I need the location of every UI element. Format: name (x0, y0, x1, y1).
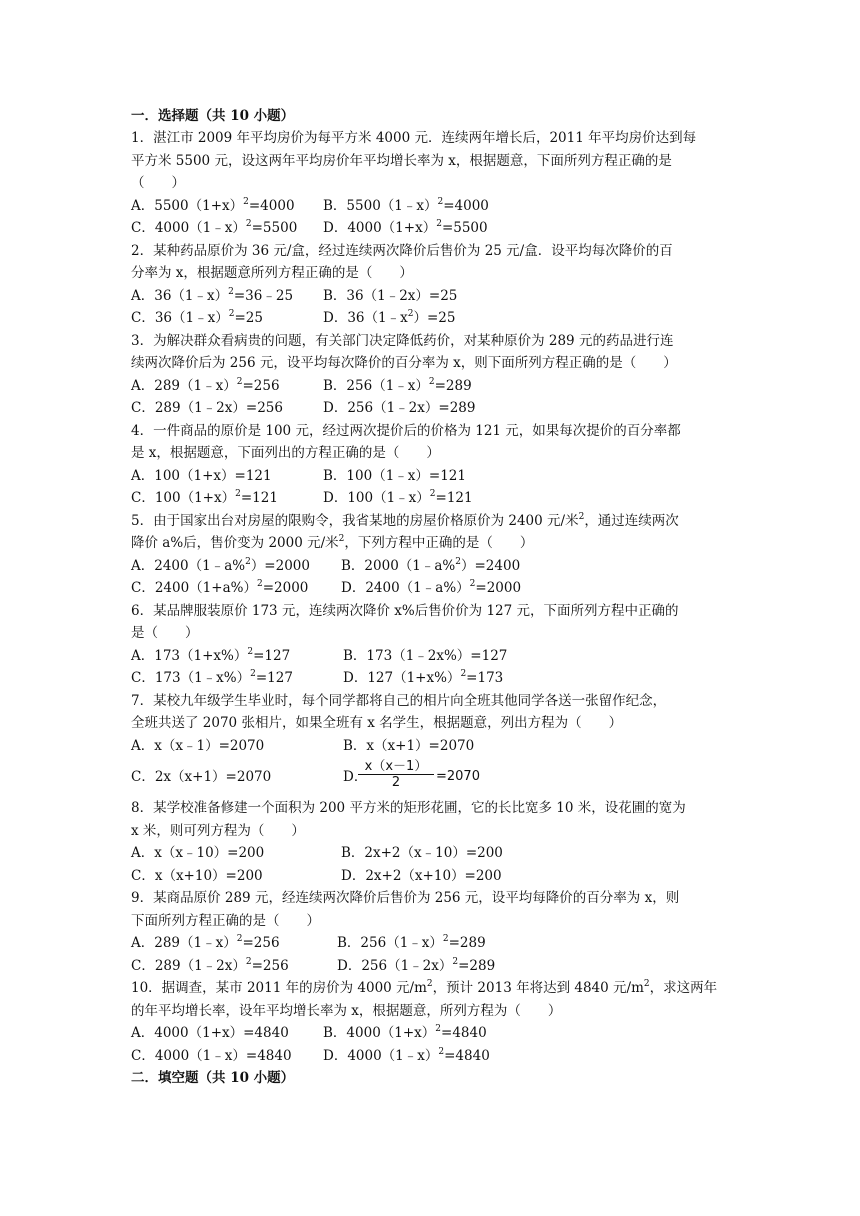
section-title-choice: 一．选择题（共 10 小题） (131, 108, 295, 124)
option-c: C．4000（1﹣x）$^2$=5500 (131, 219, 298, 236)
option-c: C．$2400(1+a\%)^2=2000$ (131, 579, 309, 596)
option-c: C．x（x+10）=200 (131, 867, 263, 884)
question-text-line: 下面所列方程正确的是（ ） (131, 912, 320, 929)
option-d: D．$4000(1+x)^2=5500$ (323, 219, 488, 236)
option-d: D．$127(1+x\%)^2=173$ (343, 669, 504, 686)
option-c: C．2x（x+1）=2070 (131, 769, 272, 785)
option-d: D．256（1﹣2x）=289 (323, 400, 476, 416)
option-d-fraction (358, 759, 480, 790)
fraction-numerator: x（x－1） (364, 759, 428, 774)
option-a: A．$5500(1+x)^2=4000$ (131, 196, 295, 214)
question-text-line: 3．为解决群众看病贵的问题，有关部门决定降低药价，对某种原价为 289 元的药品进行连 (131, 332, 674, 349)
option-b: B．173（1﹣2x%）=127 (343, 647, 508, 664)
question-text-line: 6．某品牌服装原价 173 元，连续两次降价 x%后售价价为 127 元，下面所列方程中正确的 (131, 602, 679, 619)
option-a: A．289（1﹣x）$^2$=256 (131, 376, 280, 394)
option-d: D．100（1﹣x）$^2$=121 (323, 489, 473, 506)
question-text-line: 是（ ） (131, 625, 199, 641)
fraction-denominator: 2 (391, 775, 401, 790)
option-b: B．2x+2（x﹣10）=200 (341, 845, 503, 861)
option-a: A．$173(1+x\%)^2=127$ (131, 646, 291, 664)
option-b: B．256（1﹣x）$^2$=289 (323, 376, 472, 394)
question-text-line: 5．由于国家出台对房屋的限购令，我省某地的房屋价格原价为 2400 元/米$^2$，通过连续两次 (131, 511, 679, 529)
option-a: A．289（1﹣x）$^2$=256 (131, 934, 280, 951)
question-text-line: 是 x，根据题意，下面列出的方程正确的是（ ） (131, 445, 440, 461)
option-a: A．100（1+x）=121 (131, 467, 272, 484)
option-b: B．36（1﹣2x）=25 (323, 287, 458, 304)
question-8 (131, 797, 731, 887)
question-4 (131, 420, 731, 510)
question-text-line: 的年平均增长率，设年平均增长率为 x，根据题意，所列方程为（ ） (131, 1002, 562, 1019)
question-text-line: 7．某校九年级学生毕业时，每个同学都将自己的相片向全班其他同学各送一张留作纪念， (131, 692, 667, 709)
worksheet-page (131, 105, 731, 1089)
section-title-fill-blank: 二．填空题（共 10 小题） (131, 1070, 295, 1086)
option-d-label: D． (343, 769, 368, 785)
question-10 (131, 977, 731, 1067)
option-c: C．36（1﹣x）$^2$=25 (131, 309, 263, 326)
option-b: B．$4000(1+x)^2=4840$ (323, 1024, 487, 1041)
question-text-line: 续两次降价后为 256 元，设平均每次降价的百分率为 x，则下面所列方程正确的是（ ） (131, 355, 677, 371)
option-c: C．4000（1﹣x）=4840 (131, 1047, 292, 1064)
option-b: B．256（1﹣x）$^2$=289 (337, 934, 486, 951)
option-d: D．4000（1﹣x）$^2$=4840 (323, 1046, 490, 1064)
option-a: A．2400（1﹣a%$^2$）=2000 (131, 556, 310, 574)
fraction-equals: =2070 (436, 769, 480, 784)
option-c: C．173（1﹣x%）$^2$=127 (131, 669, 293, 686)
question-text-line: 4．一件商品的原价是 100 元，经过两次提价后的价格为 121 元，如果每次提价的百分率都 (131, 422, 681, 439)
question-3 (131, 330, 731, 420)
question-text-line: 10．据调查，某市 2011 年的房价为 4000 元$/m^2$，预计 2013 年将达到 4840 元$/m^2$，求这两年 (131, 979, 718, 996)
question-text-line: 分率为 x，根据题意所列方程正确的是（ ） (131, 265, 413, 281)
option-a: A．x（x﹣1）=2070 (131, 737, 265, 754)
question-text-line: 平方米 5500 元，设这两年平均房价年平均增长率为 x，根据题意，下面所列方程正确的是 (131, 152, 672, 169)
option-a: A．4000（1+x）=4840 (131, 1025, 289, 1041)
option-c: C．289（1﹣2x）$^2$=256 (131, 956, 289, 974)
question-text-line: 1．湛江市 2009 年平均房价为每平方米 4000 元．连续两年增长后，2011 年平均房价达到每 (131, 130, 697, 146)
question-text-line: 降价 a%后，售价变为 2000 元/米$^2$，下列方程中正确的是（ ） (131, 534, 534, 551)
question-5 (131, 510, 731, 600)
question-text-line: 8．某学校准备修建一个面积为 200 平方米的矩形花圃，它的长比宽多 10 米，设花圃的宽为 (131, 800, 686, 816)
question-7 (131, 690, 731, 798)
option-c: C．289（1﹣2x）=256 (131, 400, 283, 416)
question-9 (131, 887, 731, 977)
option-d: D．256（1﹣2x）$^2$=289 (337, 956, 496, 974)
option-d: D．2x+2（x+10）=200 (341, 867, 502, 884)
option-b: B．5500（1﹣x）$^2$=4000 (323, 196, 489, 214)
option-a: A．36（1﹣x）$^2$=36﹣25 (131, 286, 294, 304)
question-6 (131, 600, 731, 690)
question-text-line: 2．某种药品原价为 36 元/盒，经过连续两次降价后售价为 25 元/盒．设平均每次降价的百 (131, 242, 673, 259)
option-b: B．2000（1﹣a%$^2$）=2400 (341, 556, 521, 574)
option-a: A．x（x﹣10）=200 (131, 845, 265, 861)
question-1 (131, 127, 731, 240)
question-text-line: 全班共送了 2070 张相片，如果全班有 x 名学生，根据题意，列出方程为（ ） (131, 715, 623, 731)
option-c: C．$100(1+x)^2=121$ (131, 489, 278, 506)
question-2 (131, 240, 731, 330)
option-b: B．100（1﹣x）=121 (323, 467, 466, 484)
question-text-line: （ ） (131, 175, 185, 191)
option-d: D．2400（1﹣a%）$^2$=2000 (341, 579, 522, 596)
option-d: D．$36(1﹣x^2)=25$ (323, 309, 456, 326)
question-text-line: 9．某商品原价 289 元，经连续两次降价后售价为 256 元，设平均每降价的百分率为 x，则 (131, 890, 680, 906)
question-text-line: x 米，则可列方程为（ ） (131, 822, 305, 839)
option-b: B．x（x+1）=2070 (343, 737, 475, 754)
